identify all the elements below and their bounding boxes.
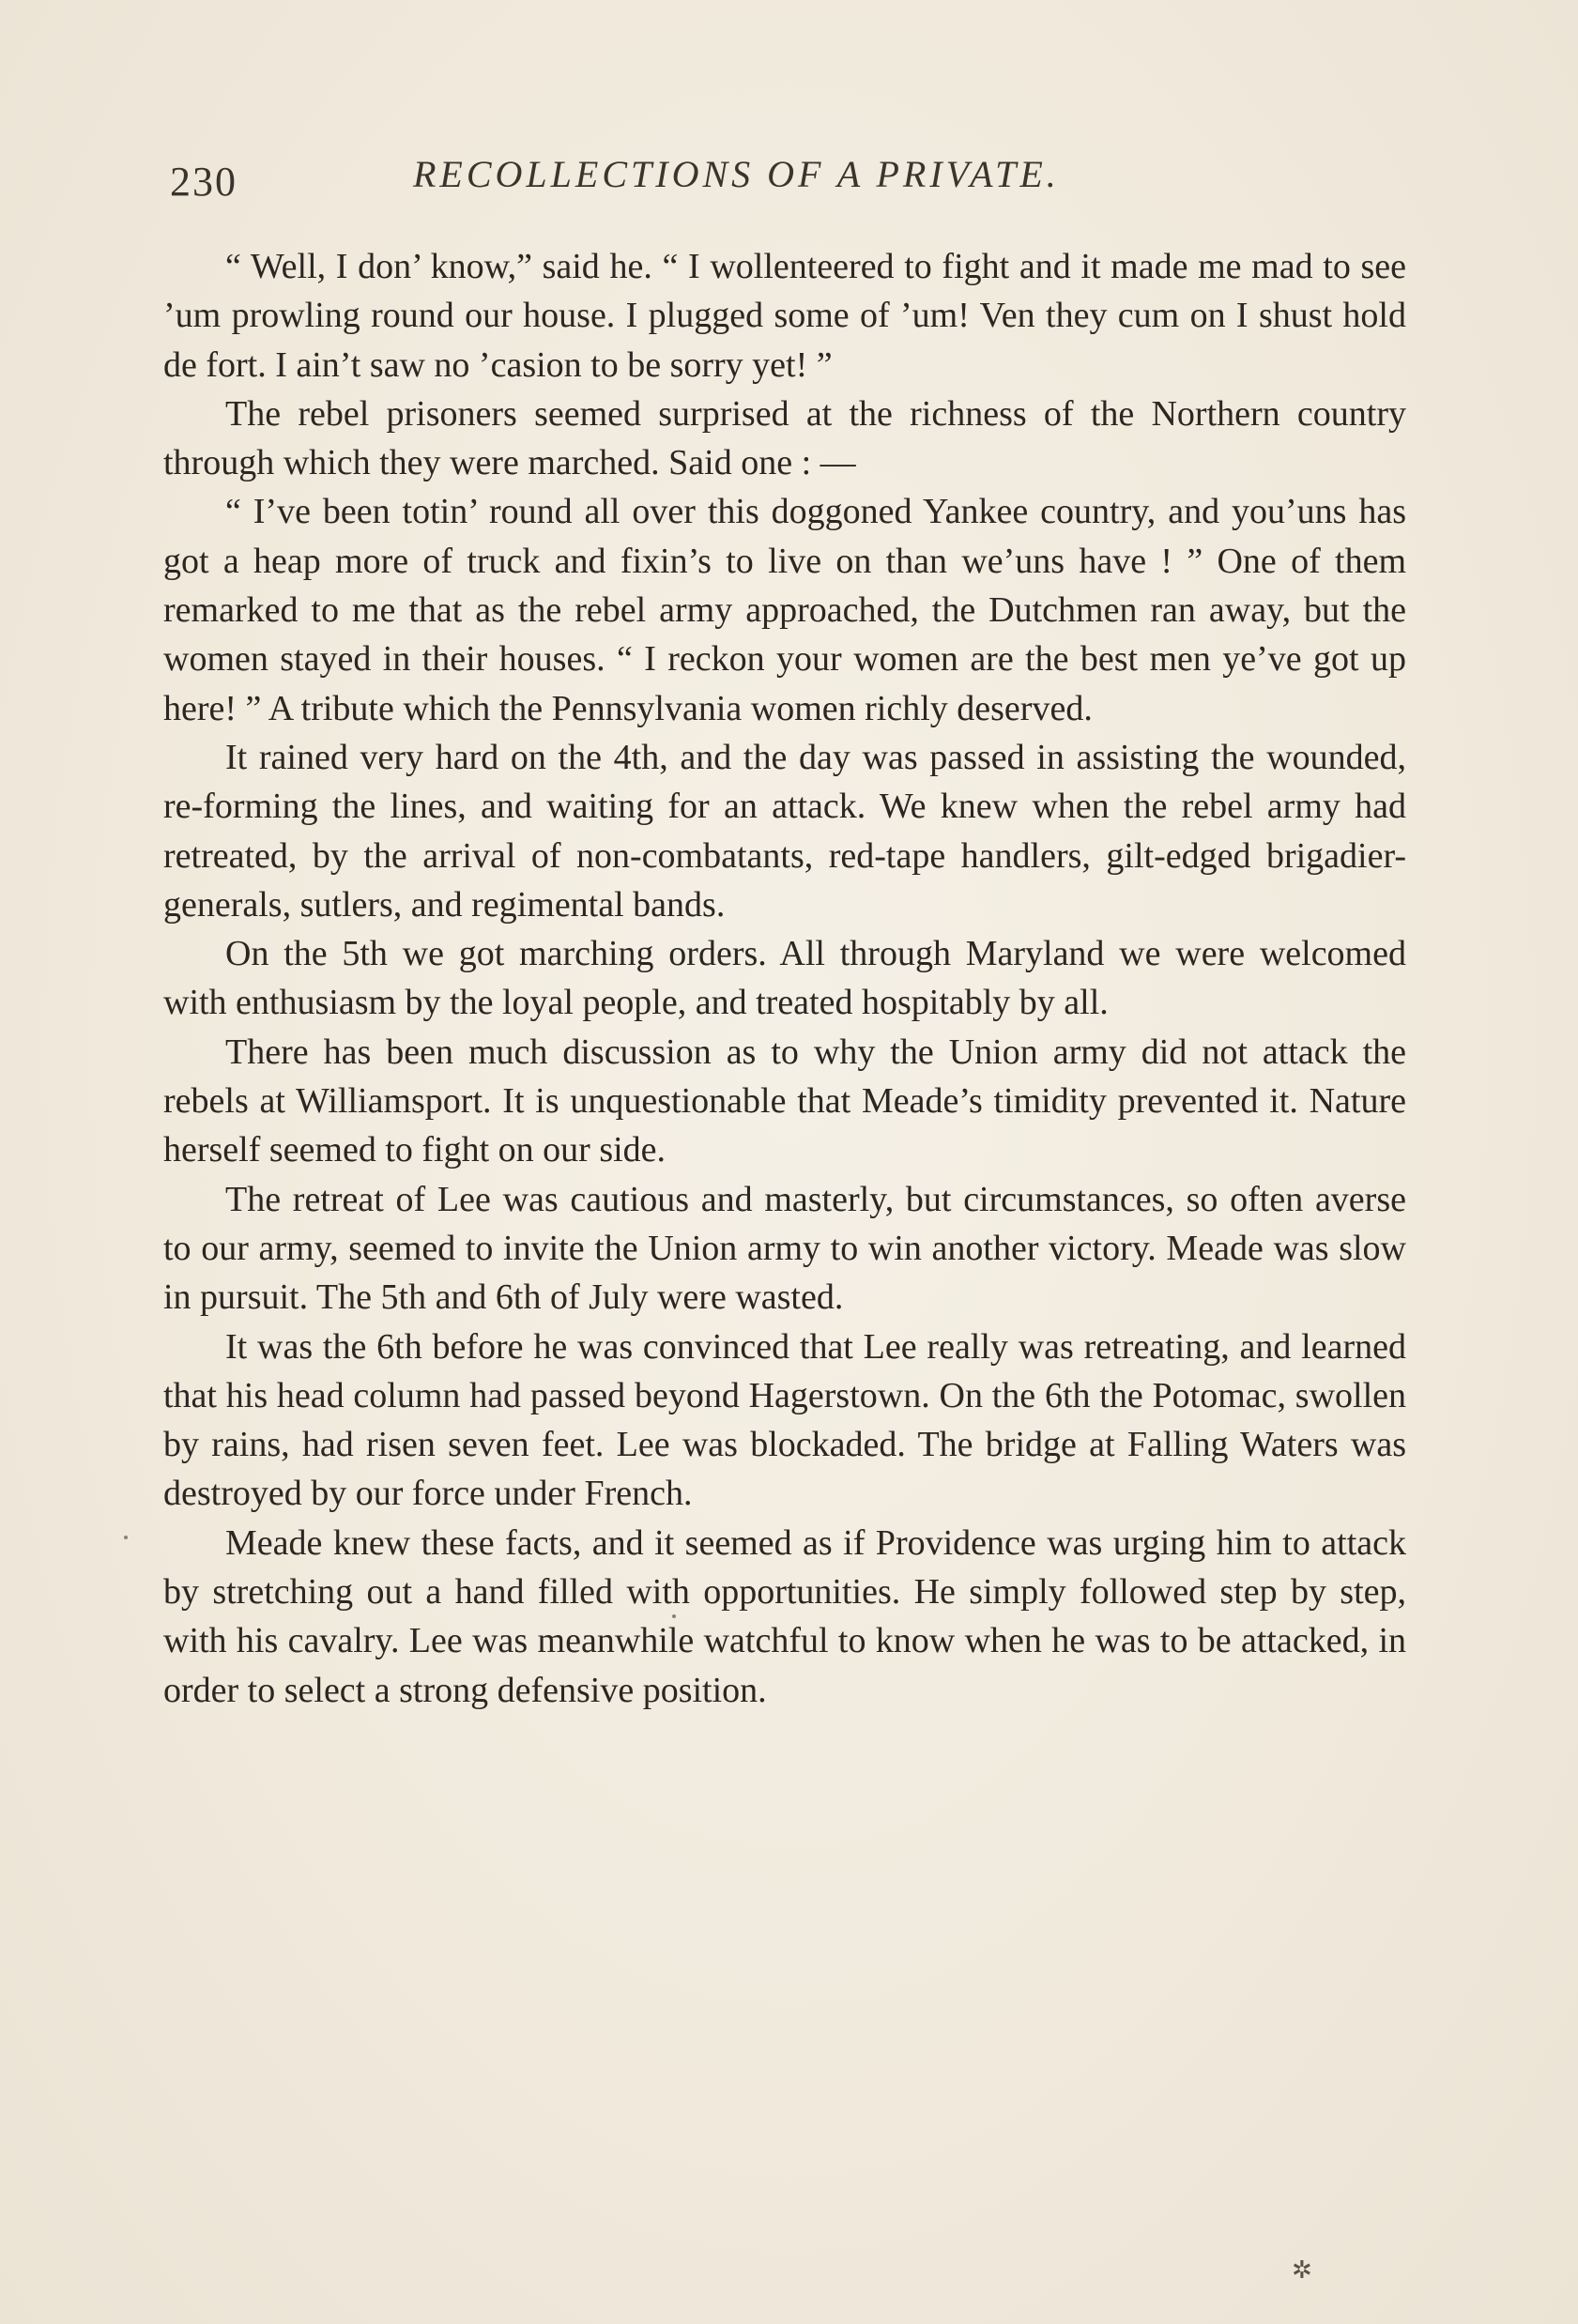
paragraph: There has been much discussion as to why the Union army did not attack the rebels at Williamsport. It is unquestionable that Meade’s timidity prevented it. Nature herself seemed to fight on our side. [163,1032,1406,1170]
paragraph: It was the 6th before he was convinced that Lee really was retreating, and learned that his head column had passed beyond Hagerstown. On the 6th the Potomac, swollen by rains, had risen seven feet. Lee was blockaded. The bridge at Falling Waters was destroyed by our force under French. [163,1326,1406,1514]
paragraph: On the 5th we got marching orders. All through Maryland we were welcomed with enthusiasm by the loyal people, and treated hospitably by all. [163,934,1406,1023]
paragraph: It rained very hard on the 4th, and the day was passed in assisting the wounded, re-forming the lines, and waiting for an attack. We knew when the rebel army had retreated, by the arrival of non-combatants, red-tape handlers, gilt-edged brigadier-generals, sutlers, and regimental bands. [163,737,1406,925]
paragraph: Meade knew these facts, and it seemed as if Providence was urging him to attack by stretching out a hand filled with opportunities. He simply followed step by step, with his cavalry. Lee was meanwhile watchful to know when he was to be attacked, in order to select a strong defensive position. [163,1522,1406,1710]
printer-mark: ✲ [1292,2256,1312,2284]
page-number: 230 [170,159,237,205]
paper-speck [124,1536,128,1539]
paragraph: “ Well, I don’ know,” said he. “ I wollenteered to fight and it made me mad to see ’um prowling round our house. I plugged some of ’um! Ven they cum on I shust hold de fort. I ain’t saw no ’casion to be sorry yet! ” [163,247,1406,385]
paper-speck [672,1614,676,1618]
paragraph: “ I’ve been totin’ round all over this doggoned Yankee country, and you’uns has got a heap more of truck and fixin’s to live on than we’uns have ! ” One of them remarked to me that as the rebel army approached, the Dutchmen ran away, but the women stayed in their houses. “ I reckon your women are the best men ye’ve got up here! ” A tribute which the Pennsylvania women richly deserved. [163,492,1406,728]
running-head: RECOLLECTIONS OF A PRIVATE. [413,153,1060,195]
paragraph: The rebel prisoners seemed surprised at the richness of the Northern country through which they were marched. Said one : — [163,393,1406,483]
body-text [163,242,1406,1715]
paragraph: The retreat of Lee was cautious and masterly, but circumstances, so often averse to our army, seemed to invite the Union army to win another victory. Meade was slow in pursuit. The 5th and 6th of July were wasted. [163,1179,1406,1318]
